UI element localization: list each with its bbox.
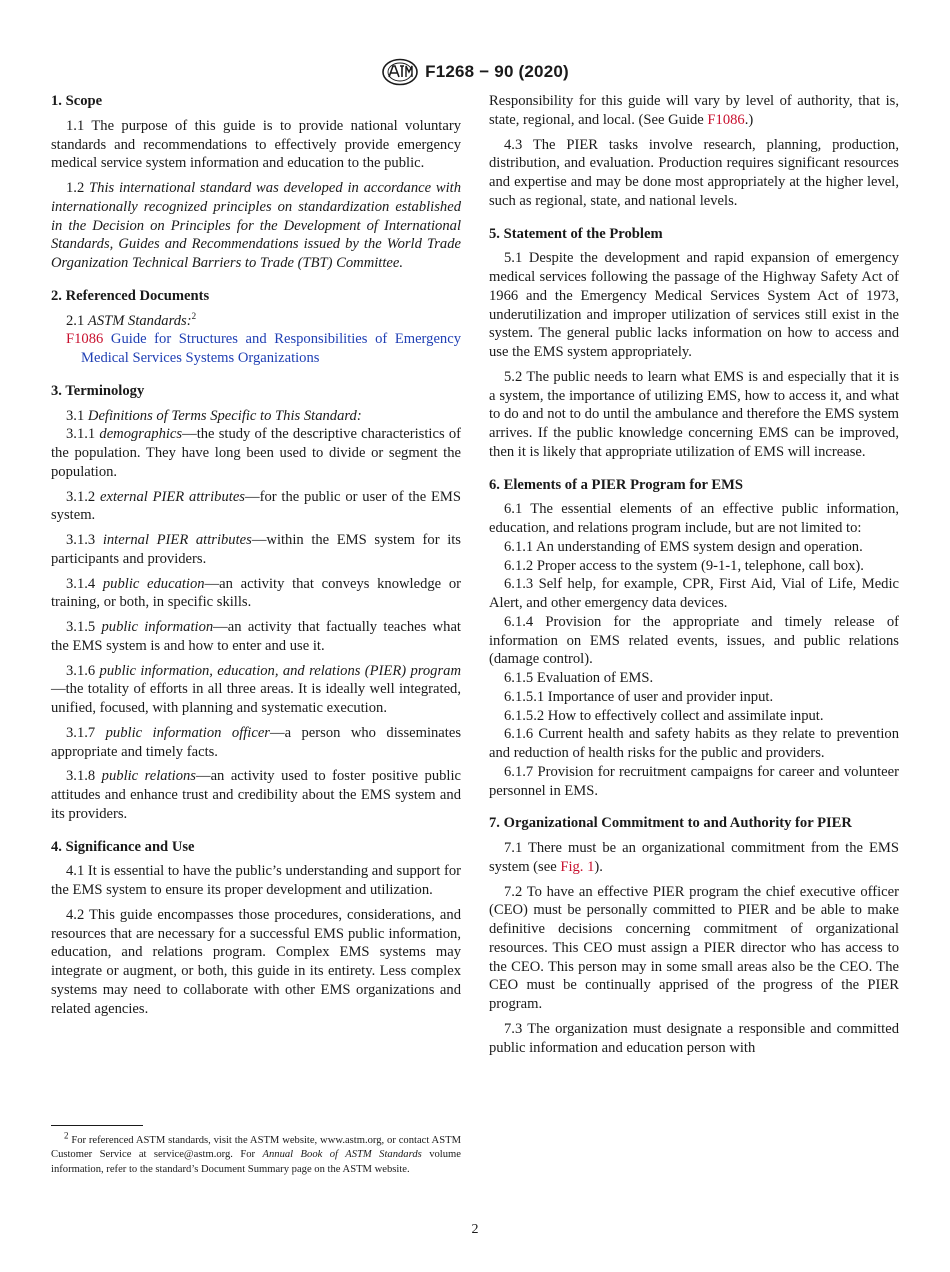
paragraph-text: Responsibility for this guide will vary by level of authority, that is, state, regional, and local. (See Guide <box>489 93 899 128</box>
definition <box>51 767 461 823</box>
paragraph: 6.1.2 Proper access to the system (9-1-1, telephone, call box). <box>504 557 864 574</box>
paragraph-number: 3.1.2 <box>66 488 96 505</box>
definition-text: —an activity used to foster positive public attitudes and enhance trust and credibility about the EMS system and its providers. <box>51 768 461 822</box>
paragraph-number: 3.1.3 <box>66 532 96 548</box>
paragraph: 6.1.5 Evaluation of EMS. <box>504 670 654 686</box>
paragraph-number: 3.1.7 <box>66 724 96 741</box>
footnote-marker[interactable]: 2 <box>191 310 197 321</box>
definition-text: —a person who disseminates appropriate and timely facts. <box>51 724 461 760</box>
paragraph: 5.1 Despite the development and rapid expansion of emergency medical services following the passage of the Highway Safety Act of 1966 and the Emergency Medical Services System Act of 1973, underutilization and improper utilization of services still exist in the system. The general public lacks information on how to access and use the EMS system appropriately. <box>489 250 899 360</box>
defined-term: demographics <box>99 426 183 443</box>
paragraph-text: 7.1 There must be an organizational commitment from the EMS system (see <box>489 840 899 875</box>
definition-text: —an activity that factually teaches what the EMS system is and how to enter and use it. <box>51 619 461 654</box>
paragraph <box>489 92 899 130</box>
paragraph: 6.1.5.2 How to effectively collect and assimilate input. <box>504 707 824 724</box>
paragraph: 6.1.1 An understanding of EMS system design and operation. <box>504 538 863 555</box>
section-heading: 4. Significance and Use <box>51 838 195 855</box>
definition <box>51 575 461 613</box>
paragraph-number: 3.1.1 <box>66 426 96 443</box>
paragraph: 7.3 The organization must designate a responsible and committed public information and education person with <box>489 1020 899 1056</box>
paragraph-number: 3.1.4 <box>66 575 96 592</box>
paragraph: 1.1 The purpose of this guide is to provide national voluntary standards and recommendations to effectively provide emergency medical service system information and education to the public. <box>51 117 461 172</box>
astm-logo-icon <box>381 58 419 86</box>
paragraph: 6.1.5.1 Importance of user and provider input. <box>504 688 774 705</box>
footnote-text <box>51 1130 461 1177</box>
footnote <box>51 1130 461 1177</box>
paragraph: 4.1 It is essential to have the public’s understanding and support for the EMS system to ensure its proper development and utilization. <box>51 863 461 898</box>
definition-text: —for the public or user of the EMS system. <box>51 488 461 524</box>
definition <box>51 488 461 526</box>
paragraph-text: ). <box>594 858 603 875</box>
paragraph: 6.1.4 Provision for the appropriate and timely release of information on EMS related events, issues, and public relations (damage control). <box>489 613 899 668</box>
section-heading: 7. Organizational Commitment to and Authority for PIER <box>489 815 852 832</box>
footnote-italic: Annual Book of ASTM Standards <box>262 1149 422 1161</box>
definition-text: —the totality of efforts in all three areas. It is ideally well integrated, unified, focused, with planning and systematic execution. <box>51 681 461 716</box>
figure-1-link[interactable]: Fig. 1 <box>560 858 595 875</box>
defined-term: public relations <box>101 768 196 785</box>
guide-f1086-link[interactable]: F1086 <box>707 111 745 128</box>
paragraph-number: 3.1.8 <box>66 768 96 785</box>
page-header <box>0 58 950 86</box>
paragraph: 6.1.3 Self help, for example, CPR, First Aid, Vial of Life, Medic Alert, and other emergency data devices. <box>489 576 899 611</box>
section-heading: 3. Terminology <box>51 382 145 399</box>
italic-label: ASTM Standards: <box>87 312 192 329</box>
italic-label: Definitions of Terms Specific to This Standard: <box>87 407 362 424</box>
definition-text: —the study of the descriptive characteristics of the population. They have long been used to divide or segment the population. <box>51 426 461 480</box>
definition <box>51 425 461 481</box>
defined-term: public information <box>101 619 214 635</box>
defined-term: public education <box>102 575 205 592</box>
italic-text: This international standard was developed in accordance with internationally recognized principles on standardization established in the Decision on Principles for the Development of International Standards, Guides and Recommendations issued by the World Trade Organization Technical Barriers to Trade (TBT) Committee. <box>51 180 462 271</box>
paragraph: 6.1.6 Current health and safety habits as they relate to prevention and reduction of health risks for the public and providers. <box>489 726 899 761</box>
reference-title-link[interactable]: Guide for Structures and Responsibilities of Emergency Medical Services Systems Organizations <box>81 331 462 366</box>
definition-text: —an activity that conveys knowledge or training, or both, in specific skills. <box>51 575 461 611</box>
footnote-number: 2 <box>64 1130 69 1141</box>
paragraph: 4.3 The PIER tasks involve research, planning, production, distribution, and evaluation. Production requires significant resources and expertise and may be done most appropriately at the higher level, such as regional, state, and national levels. <box>489 136 899 209</box>
paragraph: 7.2 To have an effective PIER program the chief executive officer (CEO) must be personally committed to PIER and be able to make definitive decisions concerning commitment of organizational resources. This CEO must assign a PIER director who has access to the CEO. This person may in some small areas also be the CEO. The CEO must be continually apprised of the progress of the PIER program. <box>489 883 899 1012</box>
defined-term: public information officer <box>105 724 270 741</box>
paragraph: 6.1.7 Provision for recruitment campaigns for career and volunteer personnel in EMS. <box>489 763 899 799</box>
document-designation: F1268 − 90 (2020) <box>425 62 569 81</box>
paragraph: 4.2 This guide encompasses those procedures, considerations, and resources that are necessary for a successful EMS public information, education, and relations program. Complex EMS systems may integrate or augment, or both, this guide in its entirety. Less complex systems may need to collaborate with other EMS organizations and related agencies. <box>51 906 461 1017</box>
paragraph <box>489 839 899 877</box>
defined-term: external PIER attributes <box>100 488 245 505</box>
paragraph-number: 3.1 <box>66 407 85 424</box>
definition <box>51 618 461 656</box>
footnote-divider <box>51 1125 143 1126</box>
section-heading: 5. Statement of the Problem <box>489 225 663 242</box>
paragraph-number: 3.1.6 <box>66 662 96 679</box>
paragraph: 5.2 The public needs to learn what EMS is and especially that it is a system, the importance of utilizing EMS, how to access it, and what to do and not to do until the ambulance and therefore the EMS system arrives. If the public knowledge concerning EMS can be improved, then it is likely that appropriate utilization of EMS will increase. <box>489 368 899 460</box>
paragraph-number: 3.1.5 <box>66 619 96 635</box>
defined-term: public information, education, and relations (PIER) program <box>99 662 461 679</box>
definition <box>51 662 461 718</box>
paragraph <box>51 179 461 273</box>
paragraph-number: 1.2 <box>66 180 85 196</box>
footnote-text-a: For referenced ASTM standards, visit the ASTM website, www.astm.org, or contact ASTM Customer Service at service@astm.org. For <box>51 1135 461 1161</box>
definition-text: —within the EMS system for its participants and providers. <box>51 532 461 567</box>
section-heading: 6. Elements of a PIER Program for EMS <box>489 476 744 493</box>
paragraph-text: .) <box>744 111 754 128</box>
right-column <box>489 92 899 1063</box>
paragraph-number: 2.1 <box>66 312 85 329</box>
paragraph <box>51 407 461 426</box>
defined-term: internal PIER attributes <box>102 532 252 548</box>
definition <box>51 724 461 762</box>
paragraph <box>51 312 461 331</box>
page-number: 2 <box>471 1222 479 1237</box>
definition <box>51 531 461 569</box>
left-column <box>51 92 461 1024</box>
reference-code-link[interactable]: F1086 <box>66 331 104 348</box>
footnote-text-b: volume information, refer to the standard’s Document Summary page on the ASTM website. <box>51 1149 461 1175</box>
referenced-document[interactable] <box>51 330 461 368</box>
section-heading: 2. Referenced Documents <box>51 287 210 304</box>
paragraph: 6.1 The essential elements of an effective public information, education, and relations program include, but are not limited to: <box>489 501 899 536</box>
section-heading: 1. Scope <box>51 93 103 109</box>
